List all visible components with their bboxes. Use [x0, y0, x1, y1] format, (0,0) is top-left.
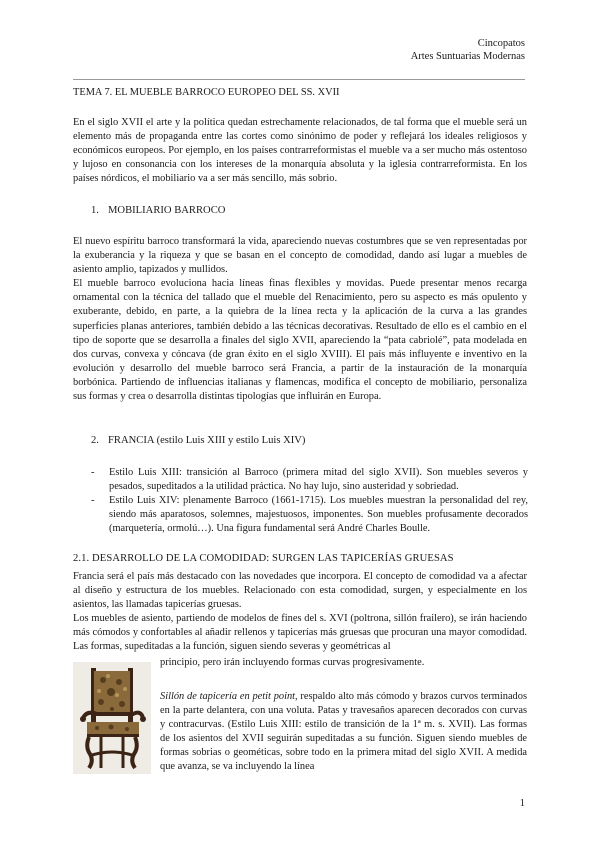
- section-2-heading: [91, 435, 305, 446]
- page-header: [411, 37, 525, 63]
- chair-caption-text: respaldo alto más cómodo y brazos curvos terminados en la parte delantera, con una voluta. Patas y travesaños aparecen decorados con curvas y contracurvas. (Estilo Luis XIII: estilo de transición de la 1ª m. s. XVII). Las formas de los asientos del XVII seguirán supeditadas a su función. Siguen siendo muebles de formas sobrias o geométicas, sobre todo en la primera mitad del siglo XVII. A medida que avanza, se va incluyendo la línea: [160, 691, 527, 773]
- section-2-list: [91, 466, 528, 536]
- armchair-illustration: [73, 662, 151, 774]
- section-1-paragraph-1: El nuevo espíritu barroco transformará la vida, apareciendo nuevas costumbres que se ven representadas por la exuberancia y la riqueza y que se basan en el concepto de comodidad, dando así lugar a muebles de asiento amplio, tapizados y mullidos.: [73, 236, 527, 276]
- list-item: [91, 494, 528, 536]
- header-subject: Artes Suntuarias Modernas: [410, 51, 525, 62]
- intro-paragraph: [73, 116, 527, 186]
- header-divider: [73, 79, 525, 80]
- list-item: [91, 466, 528, 494]
- list-dash: -: [91, 467, 95, 478]
- page-number: 1: [519, 798, 525, 809]
- intro-text: En el siglo XVII el arte y la política quedan estrechamente relacionados, de tal forma que el mueble será un elemento más de propaganda entre las cortes como sinónimo de poder y reflejará los ideales religiosos y económicos europeos. Por ejemplo, en los países contrarreformistas el mueble va a ser mucho más ostentoso y lujoso en consonancia con los intereses de la monarquía absoluta y la iglesia contrarreformista. En los países nórdicos, el mobiliario va a ser más sencillo, más sobrio.: [73, 117, 527, 185]
- section-1-paragraph-2: El mueble barroco evoluciona hacia líneas finas flexibles y movidas. Puede presentar menos recarga ornamental con la técnica del tallado que el mueble del Renacimiento, pero su aspecto es más opulento y exuberante, debido, en parte, a la quiebra de la línea recta y la aplicación de la curva a las grandes superficies planas anteriores, también debido a las técnicas decorativas. Resultado de ello es el cambio en el tipo de soporte que se desarrolla a finales del siglo XVII, apareciendo la “pata cabriolé”, pata modelada en dos curvas, convexa y cóncava (de gran éxito en el siglo XVIII). El país más influyente e inventivo en la evolución y desarrollo del mueble barroco será Francia, a partir de la instauración de la monarquía borbónica. Partiendo de influencias italianas y flamencas, modifica el concepto de mobiliario, personaliza sus formas y crea o desarrolla distintas tipologías que influirán en Europa.: [73, 278, 527, 403]
- section-2-number: 2.: [91, 435, 99, 446]
- subsection-wrapped-line: [160, 656, 527, 670]
- section-1-title: MOBILIARIO BARROCO: [108, 205, 226, 216]
- subsection-paragraph-2-end: principio, pero irán incluyendo formas curvas progresivamente.: [160, 657, 425, 668]
- document-title: [73, 86, 527, 100]
- subsection-2-1-heading: 2.1. DESARROLLO DE LA COMODIDAD: SURGEN LAS TAPICERÍAS GRUESAS: [73, 553, 454, 564]
- subsection-2-1-body: [73, 570, 527, 655]
- section-2-title: FRANCIA (estilo Luis XIII y estilo Luis XIV): [108, 435, 306, 446]
- section-1-number: 1.: [91, 205, 99, 216]
- chair-caption-title: Sillón de tapicería en petit point,: [160, 691, 298, 702]
- chair-caption: [160, 690, 527, 775]
- header-author: Cincopatos: [477, 38, 525, 49]
- list-item-text: Estilo Luis XIV: plenamente Barroco (1661-1715). Los muebles muestran la personalidad del rey, siendo más aparatosos, solemnes, majestuosos, imponentes. Son muebles profusamente decorados (marquetería, ormolú…). Una figura fundamental será André Charles Boulle.: [109, 495, 528, 535]
- title-text: TEMA 7. EL MUEBLE BARROCO EUROPEO DEL SS. XVII: [73, 87, 340, 98]
- armchair-image: [73, 662, 151, 774]
- subsection-paragraph-1: Francia será el país más destacado con las novedades que incorpora. El concepto de comodidad va a afectar al diseño y estructura de los muebles. Relacionado con esta comodidad, surgen, y especialmente en los asientos, las llamadas tapicerías gruesas.: [73, 571, 527, 611]
- subsection-paragraph-2: Los muebles de asiento, partiendo de modelos de fines del s. XVI (poltrona, sillón frailero), se irán haciendo más cómodos y confortables al añadir rellenos y tapicerías más gruesas que procuran una mayor comodidad. Las formas, supeditadas a la función, siguen siendo severas y geométricas al: [73, 613, 527, 653]
- section-1-body: [73, 235, 527, 404]
- section-1-heading: [91, 205, 225, 216]
- list-dash: -: [91, 495, 95, 507]
- list-item-text: Estilo Luis XIII: transición al Barroco (primera mitad del siglo XVII). Son muebles severos y pesados, supeditados a la utilidad práctica. No hay lujo, sino austeridad y sobriedad.: [109, 467, 528, 493]
